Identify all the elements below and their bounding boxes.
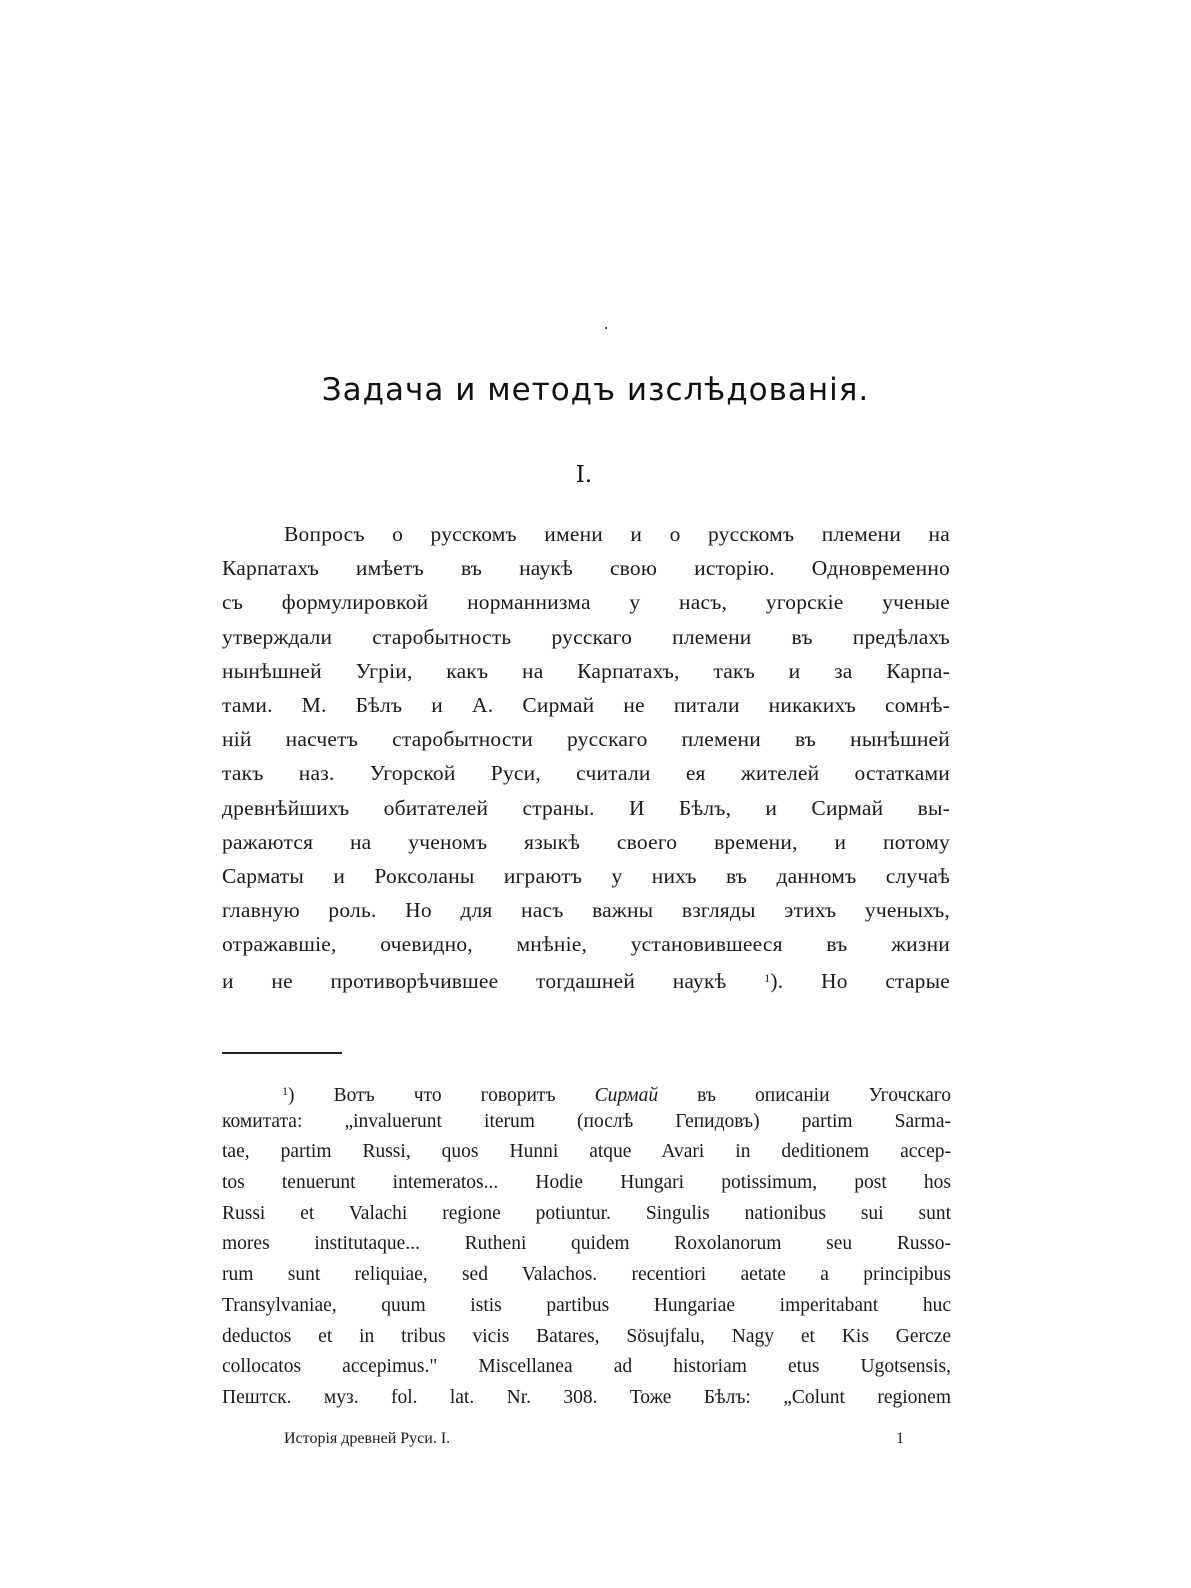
text-segment: и не противорѣчившее тогдашней наукѣ — [222, 969, 727, 994]
footnote-marker: 1 — [282, 1084, 288, 1098]
footnote-line: Russi et Valachi regione potiuntur. Singulis nationibus sui sunt — [222, 1202, 951, 1224]
main-text — [222, 517, 950, 996]
print-speck — [605, 327, 607, 329]
footnote-line: tae, partim Russi, quos Hunni atque Avari in deditionem accep- — [222, 1141, 951, 1163]
footnote-line: collocatos accepimus." Miscellanea ad historiam etus Ugotsensis, — [222, 1356, 951, 1378]
running-footer-title: Исторія древней Руси. I. — [284, 1430, 451, 1447]
text-line: древнѣйшихъ обитателей страны. И Бѣлъ, и Сирмай вы- — [222, 795, 950, 820]
footnote-line: deductos et in tribus vicis Batares, Sösujfalu, Nagy et Kis Gercze — [222, 1325, 951, 1347]
text-line: Вопросъ о русскомъ имени и о русскомъ племени на — [284, 522, 950, 546]
footnote-line: Пештск. муз. fol. lat. Nr. 308. Тоже Бѣлъ: „Colunt regionem — [222, 1386, 951, 1408]
footnote-reference[interactable]: 1 — [764, 971, 771, 986]
footnote-line — [222, 1076, 951, 1107]
text-line: съ формулировкой норманнизма у насъ, угорскіе ученые — [222, 590, 950, 615]
text-line: Сарматы и Роксоланы играютъ у нихъ въ данномъ случаѣ — [222, 863, 950, 888]
chapter-title: Задача и методъ изслѣдованія. — [321, 372, 870, 408]
text-segment: ) Вотъ что говоритъ — [288, 1085, 556, 1106]
text-line: такъ наз. Угорской Руси, считали ея жителей остатками — [222, 761, 950, 786]
text-line: нынѣшней Угріи, какъ на Карпатахъ, такъ и за Карпа- — [222, 658, 950, 683]
footnote-line: rum sunt reliquiae, sed Valachos. recentiori aetate a principibus — [222, 1264, 951, 1286]
text-line: ній насчетъ старобытности русскаго племени въ нынѣшней — [222, 727, 950, 752]
section-number: I. — [575, 462, 593, 488]
footnote-line: tos tenuerunt intemeratos... Hodie Hungari potissimum, post hos — [222, 1172, 951, 1194]
footnote-line: Transylvaniae, quum istis partibus Hungariae imperitabant huc — [222, 1294, 951, 1316]
footnote-separator — [222, 1052, 342, 1054]
text-line: ражаются на ученомъ языкѣ своего времени, и потому — [222, 829, 950, 854]
author-name: Сирмай — [594, 1085, 659, 1106]
text-line: утверждали старобытность русскаго племени въ предѣлахъ — [222, 624, 950, 649]
text-segment: въ описаніи Угочскаго — [697, 1085, 951, 1106]
text-line: Карпатахъ имѣетъ въ наукѣ свою исторію. Одновременно — [222, 556, 950, 581]
footnote — [222, 1076, 951, 1414]
text-segment: ). Но старые — [770, 969, 950, 994]
footnote-line: mores institutaque... Rutheni quidem Roxolanorum seu Russo- — [222, 1233, 951, 1255]
text-line: главную роль. Но для насъ важны взгляды этихъ ученыхъ, — [222, 898, 950, 923]
footnote-line: комитата: „invaluerunt iterum (послѣ Гепидовъ) partim Sarma- — [222, 1110, 951, 1132]
text-line: тами. М. Бѣлъ и А. Сирмай не питали никакихъ сомнѣ- — [222, 692, 950, 717]
text-line: отражавшіе, очевидно, мнѣніе, установившееся въ жизни — [222, 932, 950, 957]
text-line-last — [222, 961, 950, 995]
page-number: 1 — [896, 1430, 904, 1447]
